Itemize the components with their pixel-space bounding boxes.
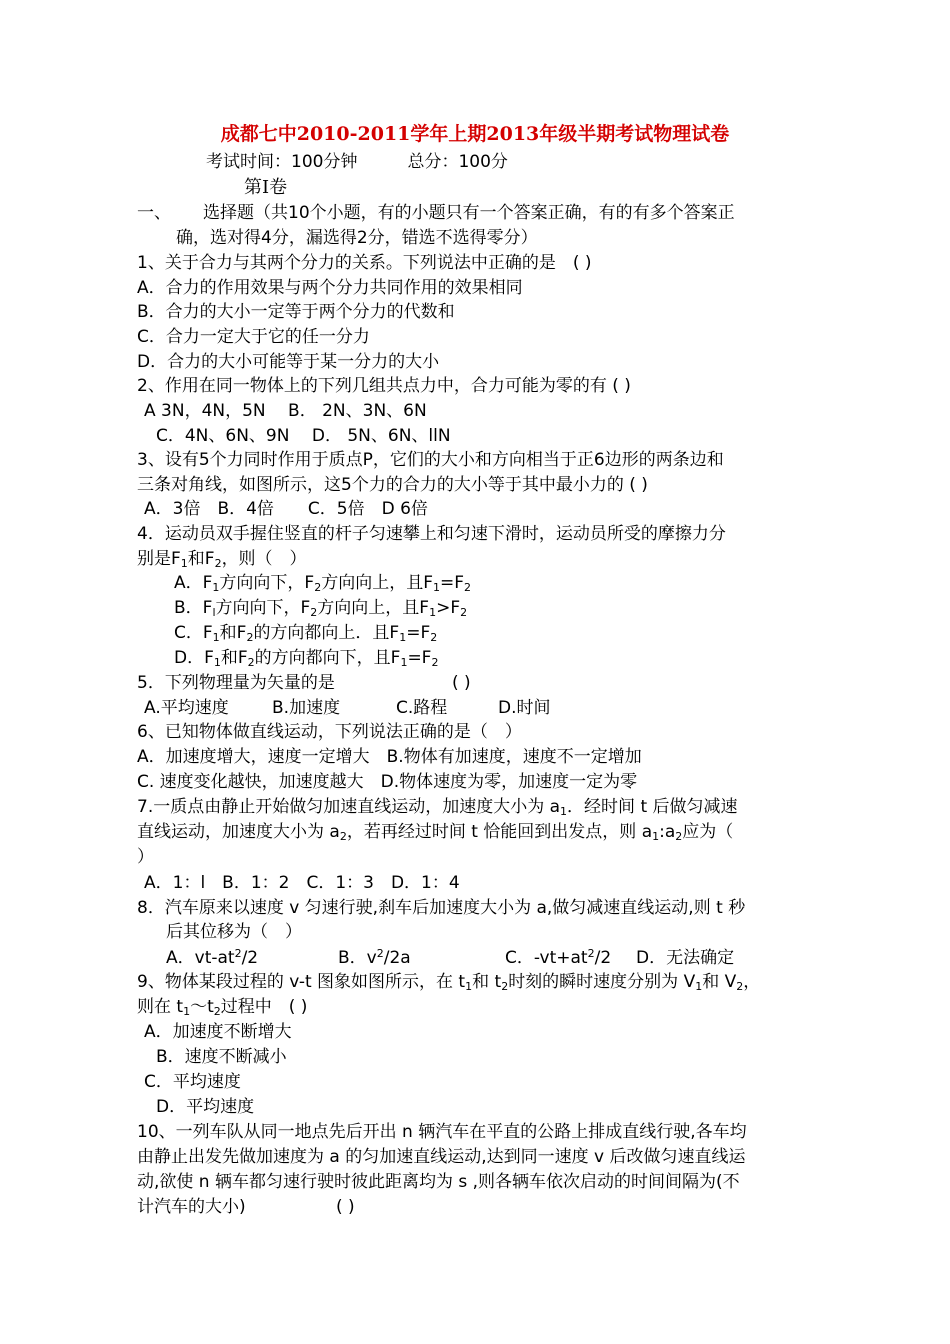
q9-text: 和 t xyxy=(472,972,502,992)
q9-text: ～t xyxy=(190,997,214,1017)
subscript: 1 xyxy=(180,557,188,570)
subscript: 1 xyxy=(212,631,220,644)
subscript: 2 xyxy=(339,830,347,843)
q8-text: /2a xyxy=(383,948,411,968)
q8-text: /2 xyxy=(241,948,259,968)
q4-text: 别是F xyxy=(137,549,181,569)
q8-text: C．-vt+at xyxy=(505,948,588,968)
subscript: 2 xyxy=(314,581,322,594)
q5-option-d: D.时间 xyxy=(498,698,551,718)
subscript: 2 xyxy=(675,830,683,843)
section-heading xyxy=(137,201,735,225)
superscript: 2 xyxy=(587,947,595,960)
q9-text: 过程中 ( ) xyxy=(220,997,308,1017)
subscript: 2 xyxy=(460,606,468,619)
subscript: 1 xyxy=(560,805,568,818)
q4-text: C．F xyxy=(174,623,213,643)
subscript: 2 xyxy=(464,581,472,594)
q9-stem-line1 xyxy=(137,970,760,994)
q9-stem-line2 xyxy=(137,995,307,1019)
q6-stem: 6、已知物体做直线运动，下列说法正确的是（ ） xyxy=(137,722,522,742)
subscript: l xyxy=(212,606,216,619)
q4-option-d xyxy=(174,646,438,670)
superscript: 2 xyxy=(234,947,242,960)
subscript: 1 xyxy=(212,581,220,594)
q5-answer-paren: ( ) xyxy=(452,673,471,693)
q4-text: 方向向上，且F xyxy=(317,598,430,618)
q4-text: =F xyxy=(407,648,432,668)
q8-option-b xyxy=(338,946,411,970)
q4-text: =F xyxy=(406,623,431,643)
q7-stem-line2 xyxy=(137,820,733,844)
q4-text: >F xyxy=(436,598,461,618)
q4-option-b xyxy=(174,596,467,620)
q7-text: ，若再经过时间 t 恰能回到出发点，则 a xyxy=(346,822,653,842)
q7-text: ．经时间 t 后做匀减速 xyxy=(567,797,738,817)
subscript: 1 xyxy=(652,830,660,843)
q8-text: A．vt-at xyxy=(166,948,235,968)
section-desc-line2: 确，选对得4分，漏选得2分，错选不选得零分） xyxy=(176,228,538,248)
q2-stem: 2、作用在同一物体上的下列几组共点力中，合力可能为零的有 ( ) xyxy=(137,376,631,396)
q9-text: 则在 t xyxy=(137,997,184,1017)
subscript: 1 xyxy=(400,656,408,669)
subscript: 2 xyxy=(736,980,744,993)
q9-option-b: B．速度不断减小 xyxy=(156,1047,287,1067)
q9-text: 时刻的瞬时速度分别为 V xyxy=(508,972,696,992)
q10-stem-line4: 计汽车的大小) xyxy=(137,1197,246,1217)
subscript: 1 xyxy=(432,581,440,594)
q8-option-a xyxy=(166,946,258,970)
q10-answer-paren: ( ) xyxy=(336,1197,355,1217)
q4-text: 和F xyxy=(220,648,248,668)
q4-option-a xyxy=(174,571,471,595)
subscript: 1 xyxy=(695,980,703,993)
q1-option-a: A．合力的作用效果与两个分力共同作用的效果相同 xyxy=(137,278,523,298)
q1-option-c: C．合力一定大于它的任一分力 xyxy=(137,327,370,347)
subscript: 2 xyxy=(247,656,255,669)
q10-stem-line3: 动,欲使 n 辆车都匀速行驶时彼此距离均为 s ,则各辆车依次启动的时间间隔为(不 xyxy=(137,1172,740,1192)
q6-options-cd: C. 速度变化越快，加速度越大 D.物体速度为零，加速度一定为零 xyxy=(137,772,638,792)
q4-text: ，则（ ） xyxy=(221,549,307,569)
section-number: 一、 xyxy=(137,203,171,223)
subscript: 1 xyxy=(399,631,407,644)
q4-stem-line1: 4．运动员双手握住竖直的杆子匀速攀上和匀速下滑时，运动员所受的摩擦力分 xyxy=(137,524,726,544)
q5-stem: 5．下列物理量为矢量的是 xyxy=(137,673,335,693)
q3-stem-line1: 3、设有5个力同时作用于质点P，它们的大小和方向相当于正6边形的两条边和 xyxy=(137,450,724,470)
subscript: 2 xyxy=(213,1005,221,1018)
subscript: 2 xyxy=(431,656,439,669)
section-desc-line1: 选择题（共10个小题，有的小题只有一个答案正确，有的有多个答案正 xyxy=(203,203,735,223)
exam-info xyxy=(206,150,508,174)
q5-stem-line xyxy=(137,671,335,695)
q9-option-a: A．加速度不断增大 xyxy=(144,1022,292,1042)
q2-options-ab: A 3N，4N，5N B． 2N、3N、6N xyxy=(144,401,427,421)
q7-stem-line1 xyxy=(137,795,738,819)
q8-text: B．v xyxy=(338,948,377,968)
subscript: 2 xyxy=(501,980,509,993)
subscript: 1 xyxy=(465,980,473,993)
subscript: 1 xyxy=(183,1005,191,1018)
subscript: 2 xyxy=(430,631,438,644)
subscript: 2 xyxy=(246,631,254,644)
q4-text: 方向向上，且F xyxy=(321,573,433,593)
q4-text: 方向向下，F xyxy=(219,573,315,593)
q4-text: 方向向下，F xyxy=(215,598,311,618)
q10-stem-line1: 10、一列车队从同一地点先后开出 n 辆汽车在平直的公路上排成直线行驶,各车均 xyxy=(137,1122,747,1142)
q1-stem: 1、关于合力与其两个分力的关系。下列说法中正确的是 ( ) xyxy=(137,253,592,273)
q10-stem-line2: 由静止出发先做加速度为 a 的匀加速直线运动,达到同一速度 v 后改做匀速直线运 xyxy=(137,1147,746,1167)
volume-heading: 第Ⅰ卷 xyxy=(244,177,288,198)
q4-text: B．F xyxy=(174,598,213,618)
subscript: 2 xyxy=(214,557,222,570)
q5-option-a: A.平均速度 xyxy=(144,698,229,718)
q7-text: :a xyxy=(659,822,676,842)
q1-option-b: B．合力的大小一定等于两个分力的代数和 xyxy=(137,302,455,322)
q7-stem-line3: ） xyxy=(137,847,154,867)
q1-option-d: D．合力的大小可能等于某一分力的大小 xyxy=(137,352,440,372)
q4-text: 和F xyxy=(219,623,247,643)
q7-text: 直线运动，加速度大小为 a xyxy=(137,822,340,842)
q3-stem-line2: 三条对角线，如图所示，这5个力的合力的大小等于其中最小力的 ( ) xyxy=(137,475,648,495)
exam-time: 考试时间：100分钟 xyxy=(206,152,358,172)
subscript: 2 xyxy=(310,606,318,619)
q4-text: =F xyxy=(439,573,465,593)
subscript: 1 xyxy=(429,606,437,619)
q5-option-b: B.加速度 xyxy=(272,698,341,718)
q5-option-c: C.路程 xyxy=(396,698,448,718)
q7-text: 7.一质点由静止开始做匀加速直线运动，加速度大小为 a xyxy=(137,797,561,817)
q4-text: 的方向都向下，且F xyxy=(254,648,401,668)
q4-text: 和F xyxy=(187,549,215,569)
q4-option-c xyxy=(174,621,437,645)
superscript: 2 xyxy=(376,947,384,960)
q9-text: 和 V xyxy=(702,972,737,992)
q4-text: D．F xyxy=(174,648,214,668)
subscript: 1 xyxy=(213,656,221,669)
q8-stem-line1: 8．汽车原来以速度 v 匀速行驶,刹车后加速度大小为 a,做匀减速直线运动,则 t 秒 xyxy=(137,898,746,918)
q9-text: 9、物体某段过程的 v-t 图象如图所示，在 t xyxy=(137,972,466,992)
q8-option-d: D．无法确定 xyxy=(636,948,735,968)
q8-option-c xyxy=(505,946,611,970)
q9-text: ， xyxy=(743,972,761,992)
q9-option-d: D．平均速度 xyxy=(156,1097,255,1117)
q3-options: A．3倍 B．4倍 C．5倍 D 6倍 xyxy=(144,499,428,519)
q7-text: 应为（ xyxy=(682,822,734,842)
exam-title: 成都七中2010-2011学年上期2013年级半期考试物理试卷 xyxy=(220,123,730,145)
q4-text: 的方向都向上．且F xyxy=(253,623,400,643)
q8-text: /2 xyxy=(594,948,612,968)
q2-options-cd: C．4N、6N、9N D． 5N、6N、llN xyxy=(156,426,451,446)
q4-text: A．F xyxy=(174,573,213,593)
q9-option-c: C．平均速度 xyxy=(144,1072,241,1092)
q7-options: A．1：l B．1：2 C．1：3 D．1：4 xyxy=(144,873,460,893)
q6-options-ab: A．加速度增大，速度一定增大 B.物体有加速度，速度不一定增加 xyxy=(137,747,642,767)
q4-stem-line2 xyxy=(137,547,307,571)
exam-total-score: 总分：100分 xyxy=(407,152,508,172)
q8-stem-line2: 后其位移为（ ） xyxy=(166,922,302,942)
